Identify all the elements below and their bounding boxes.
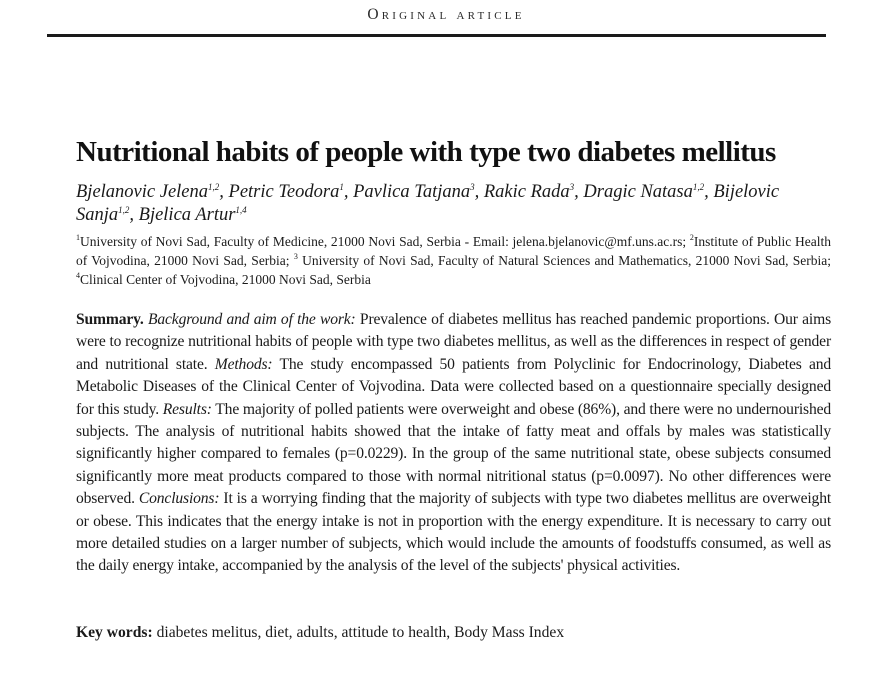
author-name: Petric Teodora (228, 182, 340, 202)
author-list (76, 181, 831, 227)
author-name: Dragic Natasa (583, 182, 693, 202)
author-affiliation-marker: 1,2 (118, 205, 130, 215)
author-affiliation-marker: 1 (339, 182, 344, 192)
keywords (76, 622, 831, 644)
author-separator: , (474, 182, 484, 202)
author-name: Rakic Rada (483, 182, 570, 202)
affiliation-text: University of Novi Sad, Faculty of Natural Sciences and Mathematics, 21000 Novi Sad, Serbia; (297, 253, 831, 268)
summary-heading: Summary. (76, 311, 144, 328)
background-label: Background and aim of the work: (148, 311, 356, 328)
author-affiliation-marker: 3 (569, 182, 575, 192)
author-affiliation-marker: 3 (470, 182, 475, 192)
conclusions-text: It is a worrying finding that the majority of subjects with type two diabetes mellitus are overweight or obese. This indicates that the energy intake is not in proportion with the energy expenditure. It is necessary to carry out more detailed studies on a larger number of subjects, which would include the amounts of foodstuffs consumed, as well as the daily energy intake, accompanied by the analysis of the level of the subjects' physical activities. (76, 490, 832, 575)
affiliation-marker: 1 (76, 233, 80, 242)
methods-text: The study encompassed 50 patients from Polyclinic for Endocrinology, Diabetes and Metabolic Diseases of the Clinical Center of Vojvodina. Data were collected based on a questionnaire specially designed for this study. (76, 355, 832, 418)
results-label: Results: (162, 400, 212, 418)
affiliation-text: Institute of Public Health of Vojvodina, 21000 Novi Sad, Serbia; (76, 234, 831, 268)
author-name: Pavlica Tatjana (353, 182, 471, 202)
affiliation-marker: 2 (689, 233, 694, 242)
author-name: Bjelica Artur (138, 205, 236, 225)
author-name: Bijelovic Sanja (76, 182, 780, 225)
methods-label: Methods: (214, 355, 273, 373)
affiliation-marker: 4 (76, 271, 80, 280)
author-affiliation-marker: 1,2 (692, 182, 705, 192)
affiliation-marker: 3 (293, 252, 298, 261)
author-separator: , (574, 182, 584, 202)
background-text: Prevalence of diabetes mellitus has reached pandemic proportions. Our aims were to recognize nutritional habits of people with type two diabetes mellitus, as well as the differences in respect of gender and nutritional state. (76, 311, 832, 373)
header-rule (47, 34, 826, 37)
author-separator: , (129, 205, 139, 225)
affiliation-text: Clinical Center of Vojvodina, 21000 Novi Sad, Serbia (80, 272, 371, 287)
results-text: The majority of polled patients were overweight and obese (86%), and there were no undernourished subjects. The analysis of nutritional habits showed that the intake of fatty meat and offals by males was statistically significantly higher compared to females (p=0.0229). In the group of the same nutritional state, obese subjects consumed significantly more meat products compared to those with normal nitritional status (p=0.0097). No other differences were observed. (76, 400, 832, 508)
keywords-text: diabetes melitus, diet, adults, attitude to health, Body Mass Index (156, 624, 565, 641)
affiliation-list (76, 232, 831, 289)
section-header: Original article (367, 6, 525, 23)
author-affiliation-marker: 1,4 (235, 205, 247, 215)
author-separator: , (704, 182, 714, 202)
author-affiliation-marker: 1,2 (208, 182, 220, 192)
article-title: Nutritional habits of people with type two diabetes mellitus (76, 136, 776, 168)
affiliation-text: University of Novi Sad, Faculty of Medicine, 21000 Novi Sad, Serbia - Email: jelena.bjelanovic@mf.uns.ac.rs; (80, 234, 690, 249)
summary-paragraph (76, 309, 831, 578)
author-name: Bjelanovic Jelena (76, 182, 209, 202)
author-separator: , (219, 182, 229, 202)
keywords-label: Key words: (76, 624, 153, 641)
author-separator: , (343, 182, 354, 202)
conclusions-label: Conclusions: (138, 490, 220, 508)
